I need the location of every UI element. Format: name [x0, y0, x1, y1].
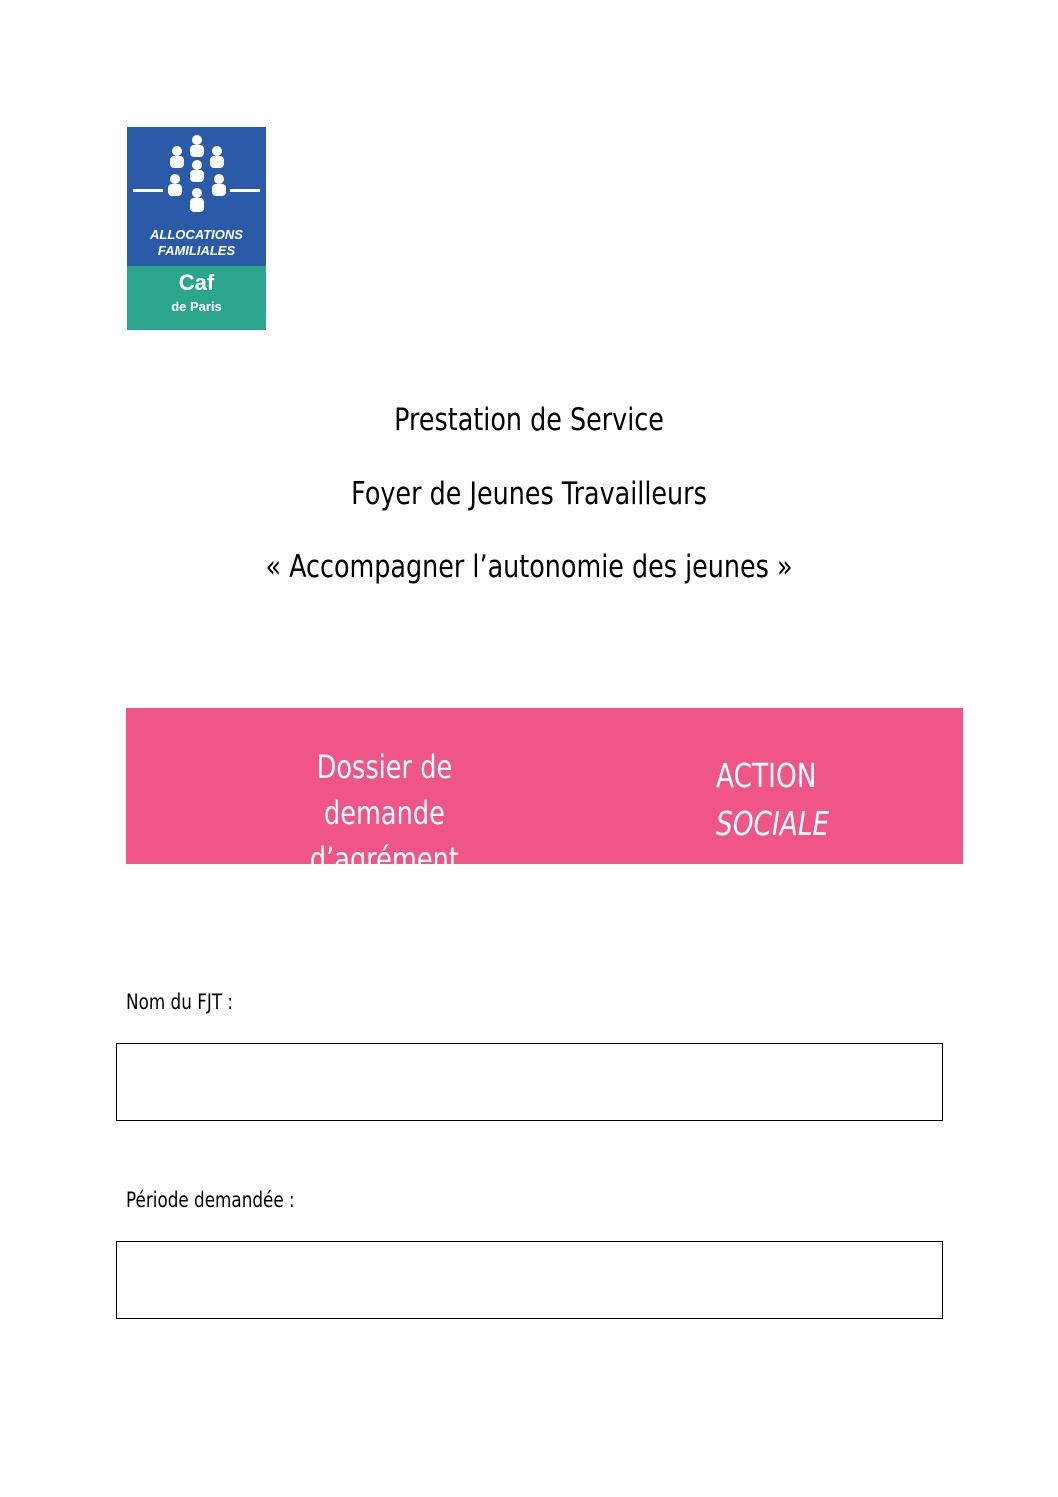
family-figures-icon: [127, 127, 266, 227]
banner-right-line1: ACTION: [716, 756, 817, 795]
banner-dossier-text: [254, 744, 514, 882]
period-label: Période demandée :: [126, 1188, 295, 1212]
logo-top-panel: [127, 127, 266, 266]
fjt-name-field[interactable]: [116, 1043, 943, 1121]
logo-line2: FAMILIALES: [157, 243, 236, 258]
logo-caf: Caf: [178, 270, 215, 295]
title-line-1: Prestation de Service: [394, 402, 664, 438]
fjt-name-label: Nom du FJT :: [126, 990, 234, 1014]
title-line-3: « Accompagner l’autonomie des jeunes »: [265, 549, 793, 585]
period-field[interactable]: [116, 1241, 943, 1319]
action-sociale-banner: [126, 708, 963, 878]
banner-left-line1: Dossier de demande: [316, 748, 453, 832]
banner-action-text: [716, 752, 856, 848]
logo-city: de Paris: [171, 299, 222, 314]
banner-right-line2: SOCIALE: [716, 804, 830, 843]
caf-logo: [127, 127, 266, 330]
title-line-2: Foyer de Jeunes Travailleurs: [351, 476, 707, 512]
banner-left-line2: d’agrément: [309, 840, 459, 878]
logo-line1: ALLOCATIONS: [150, 227, 243, 242]
